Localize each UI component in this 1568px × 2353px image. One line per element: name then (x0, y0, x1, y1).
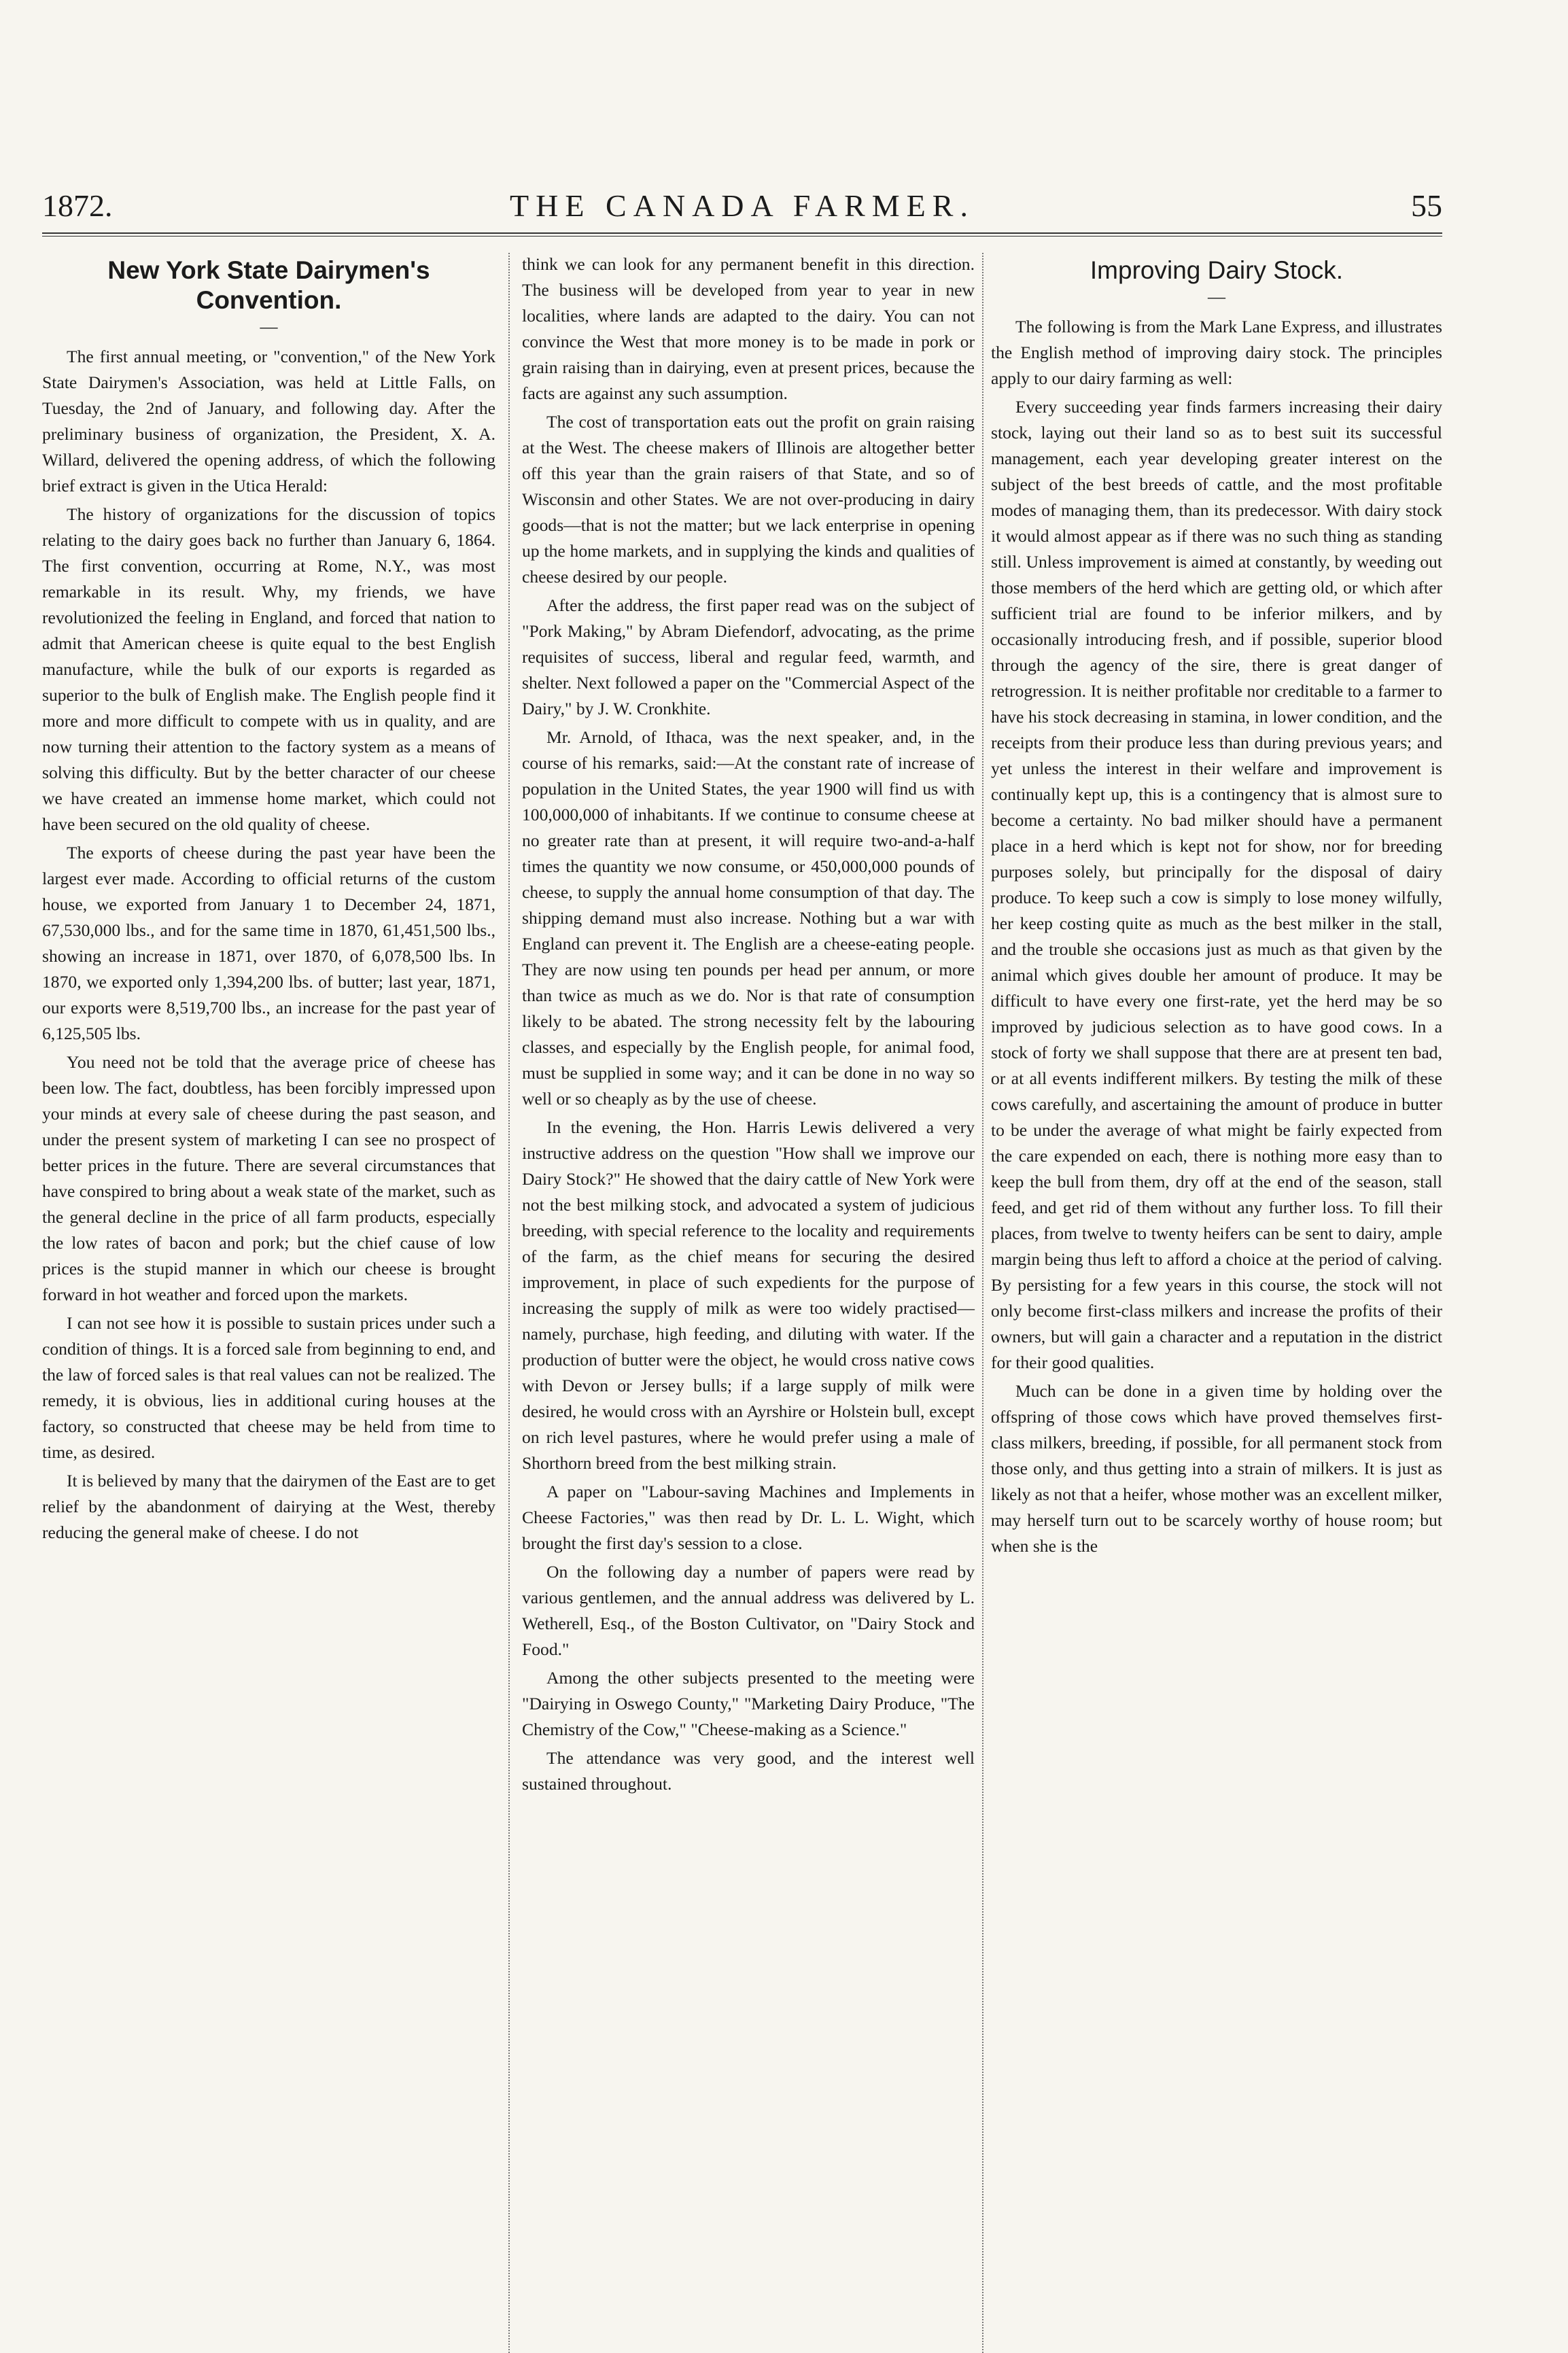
paragraph: Every succeeding year finds farmers increasing their dairy stock, laying out their land so as to best suit its successful management, each year developing greater interest on the subject of the best breeds of cattle, and the most profitable modes of managing them, than its predecessor. With dairy stock it would almost appear as if there was no such thing as standing still. Unless improvement is aimed at constantly, by weeding out those members of the herd which are getting old, or which after sufficient trial are found to be inferior milkers, and by occasionally introducing fresh, and if possible, superior blood through the agency of the sire, there is great danger of retrogression. It is neither profitable nor creditable to a farmer to have his stock decreasing in stamina, in lower condition, and the receipts from their produce less than during previous years; and yet unless the interest in their welfare and improvement is continually kept up, this is a contingency that is almost sure to become a certainty. No bad milker should have a permanent place in a herd which is kept not for show, nor for breeding purposes solely, but principally for the disposal of dairy produce. To keep such a cow is simply to lose money wilfully, her keep costing quite as much as the best milker in the stall, and the trouble she occasions just as much as that given by the animal which gives double her amount of produce. It may be difficult to have every one first-rate, yet the herd may be so improved by judicious selection as to have good cows. In a stock of forty we shall suppose that there are at present ten bad, or at all events indifferent milkers. By testing the milk of these cows carefully, and ascertaining the amount of produce in butter to be under the average of what might be fairly expected from the care expended on each, there is nothing more easy than to keep the bull from them, dry off at the end of the season, stall feed, and get rid of them without any further loss. To fill their places, from twelve to twenty heifers can be sent to dairy, ample margin being thus left to afford a choice at the period of calving. By persisting for a few years in this course, the stock will not only become first-class milkers and increase the profits of their owners, but will gain a character and a reputation in the district for their good qualities. (991, 397, 1442, 1372)
paragraph: After the address, the first paper read was on the subject of "Pork Making," by Abram Diefendorf, advocating, as the prime requisites of success, liberal and regular feed, warmth, and shelter. Next followed a paper on the "Commercial Aspect of the Dairy," by J. W. Cronkhite. (522, 595, 975, 718)
title-dash: — (260, 317, 278, 336)
column-divider (508, 253, 510, 2353)
paragraph: Among the other subjects presented to the meeting were "Dairying in Oswego County," "Marketing Dairy Produce, "The Chemistry of the Cow," "Cheese-making as a Science." (522, 1668, 975, 1739)
paragraph: The exports of cheese during the past year have been the largest ever made. According to official returns of the custom house, we exported from January 1 to December 24, 1871, 67,530,000 lbs., and for the same time in 1870, 61,451,500 lbs., showing an increase in 1871, over 1870, of 6,078,500 lbs. In 1870, we exported only 1,394,200 lbs. of butter; last year, 1871, our exports were 8,519,700 lbs., an increase for the past year of 6,125,505 lbs. (42, 843, 495, 1043)
header-page-number: 55 (1411, 188, 1442, 223)
paragraph: The cost of transportation eats out the profit on grain raising at the West. The cheese makers of Illinois are altogether better off this year than the grain raisers of that State, and so of Wisconsin and other States. We are not over-producing in dairy goods—that is not the matter; but we lack enterprise in opening up the home markets, and in supplying the kinds and qualities of cheese desired by our people. (522, 412, 975, 587)
column-1 (42, 251, 495, 1548)
paragraph: Mr. Arnold, of Ithaca, was the next speaker, and, in the course of his remarks, said:—At the constant rate of increase of population in the United States, the year 1900 will find us with 100,000,000 of inhabitants. If we continue to consume cheese at no greater rate than at present, it will require two-and-a-half times the quantity we now consume, or 450,000,000 pounds of cheese, to supply the annual home consumption of that day. The shipping demand must also increase. Nothing but a war with England can prevent it. The English are a cheese-eating people. They are now using ten pounds per head per annum, or more than twice as much as we do. Nor is that rate of consumption likely to be abated. The strong necessity felt by the labouring classes, and especially by the English people, for animal food, must be supplied in some way; and it can be done in no way so well or so cheaply as by the use of cheese. (522, 727, 975, 1109)
paragraph: You need not be told that the average price of cheese has been low. The fact, doubtless, has been forcibly impressed upon your minds at every sale of cheese during the past season, and under the present system of marketing I can see no prospect of better prices in the future. There are several circumstances that have conspired to bring about a weak state of the market, such as the general decline in the price of all farm products, especially the low rates of bacon and pork; but the chief cause of low prices is the stupid manner in which our cheese is brought forward in hot weather and forced upon the markets. (42, 1052, 495, 1304)
paragraph: The following is from the Mark Lane Express, and illustrates the English method of improving dairy stock. The principles apply to our dairy farming as well: (991, 317, 1442, 388)
header-rule (42, 232, 1442, 237)
paragraph: The attendance was very good, and the interest well sustained throughout. (522, 1748, 975, 1794)
column-3 (991, 251, 1442, 1562)
paragraph: think we can look for any permanent benefit in this direction. The business will be developed from year to year in new localities, where lands are adapted to the dairy. You can not convince the West that more money is to be made in pork or grain raising than in dairying, even at present prices, because the facts are against any such assumption. (522, 254, 975, 403)
paragraph: On the following day a number of papers were read by various gentlemen, and the annual address was delivered by L. Wetherell, Esq., of the Boston Cultivator, on "Dairy Stock and Food." (522, 1562, 975, 1659)
paragraph: I can not see how it is possible to sustain prices under such a condition of things. It is a forced sale from beginning to end, and the law of forced sales is that real values can not be realized. The remedy, it is obvious, lies in additional curing houses at the factory, so constructed that cheese may be held from time to time, as desired. (42, 1313, 495, 1462)
paragraph: Much can be done in a given time by holding over the offspring of those cows which have proved themselves first-class milkers, breeding, if possible, for all permanent stock from those only, and thus getting into a strain of milkers. It is just as likely as not that a heifer, whose mother was an excellent milker, may herself turn out to be scarcely worthy of house room; but when she is the (991, 1381, 1442, 1556)
paragraph: The first annual meeting, or "convention," of the New York State Dairymen's Association, was held at Little Falls, on Tuesday, the 2nd of January, and following day. After the preliminary business of organization, the President, X. A. Willard, delivered the opening address, of which the following brief extract is given in the Utica Herald: (42, 347, 495, 495)
column-2 (522, 251, 975, 1800)
article-title: New York State Dairymen's Convention. (107, 256, 430, 314)
paragraph: A paper on "Labour-saving Machines and Implements in Cheese Factories," was then read by Dr. L. L. Wight, which brought the first day's session to a close. (522, 1482, 975, 1553)
page-header (42, 182, 1442, 230)
article-title: Improving Dairy Stock. (1090, 256, 1344, 284)
column-divider (982, 253, 983, 2353)
paragraph: In the evening, the Hon. Harris Lewis delivered a very instructive address on the question "How shall we improve our Dairy Stock?" He showed that the dairy cattle of New York were not the best milking stock, and advocated a system of judicious breeding, with special reference to the locality and requirements of the farm, as the chief means for securing the desired improvement, in place of such expedients for the purpose of increasing the supply of milk as were too widely practised—namely, purchase, high feeding, and diluting with water. If the production of butter were the object, he would cross native cows with Devon or Jersey bulls; if a large supply of milk were desired, he would cross with an Ayrshire or Holstein bull, except on rich level pastures, where he would prefer using a male of Shorthorn breed from the best milking strain. (522, 1117, 975, 1473)
header-title: THE CANADA FARMER. (510, 188, 975, 223)
header-year: 1872. (42, 188, 113, 223)
paragraph: The history of organizations for the discussion of topics relating to the dairy goes back no further than January 6, 1864. The first convention, occurring at Rome, N.Y., was most remarkable in its result. Why, my friends, we have revolutionized the feeling in England, and forced that nation to admit that American cheese is quite equal to the best English manufacture, while the bulk of our exports is regarded as superior to the bulk of English make. The English people find it more and more difficult to compete with us in quality, and are now turning their attention to the factory system as a means of solving this difficulty. But by the better character of our cheese we have created an immense home market, which could not have been secured on the old quality of cheese. (42, 504, 495, 834)
title-dash: — (1208, 287, 1225, 307)
paragraph: It is believed by many that the dairymen of the East are to get relief by the abandonment of dairying at the West, thereby reducing the general make of cheese. I do not (42, 1471, 495, 1542)
